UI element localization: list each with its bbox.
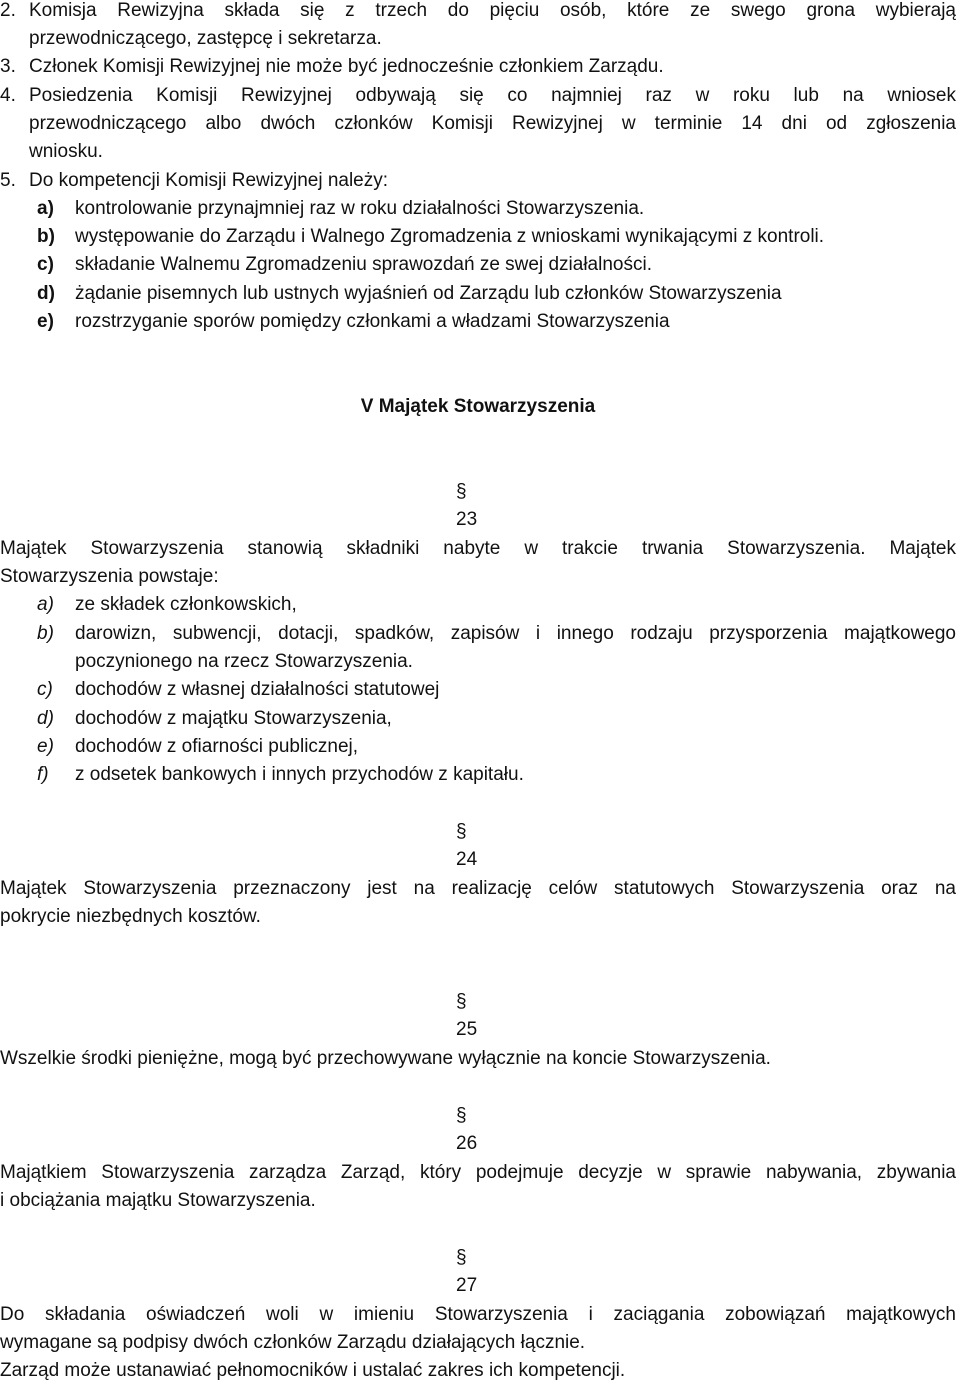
item-text: żądanie pisemnych lub ustnych wyjaśnień od Zarządu lub członków Stowarzyszenia [75,283,782,304]
s24-line-1: Majątek Stowarzyszenia przeznaczony jest na realizację celów statutowych Stowarzyszenia oraz na [0,878,956,899]
item-text: kontrolowanie przynajmniej raz w roku działalności Stowarzyszenia. [75,198,645,219]
item-text: dochodów z własnej działalności statutowej [75,679,440,700]
item-text: występowanie do Zarządu i Walnego Zgromadzenia z wnioskami wynikającymi z kontroli. [75,226,825,247]
s27-line-2: wymagane są podpisy dwóch członków Zarządu działających łącznie. [0,1332,586,1353]
list-number: 5. [0,170,16,191]
list-number: 3. [0,56,16,77]
item-label: e) [37,311,54,332]
paragraph-heading-25: § 25 [456,991,478,1040]
s23-item-d [0,705,956,733]
item-text: rozstrzyganie sporów pomiędzy członkami a władzami Stowarzyszenia [75,311,670,332]
item-label: f) [37,764,49,785]
paragraph-heading-24: § 24 [456,821,478,870]
item-text: z odsetek bankowych i innych przychodów z kapitału. [75,764,524,785]
list-item-2 [0,0,956,25]
item-label: a) [37,198,54,219]
competence-item-e [0,308,956,336]
s26-line-2: i obciążania majątku Stowarzyszenia. [0,1190,316,1211]
item-text: darowizn, subwencji, dotacji, spadków, zapisów i innego rodzaju przysporzenia majątkowego [75,623,956,644]
list-text: Do kompetencji Komisji Rewizyjnej należy: [29,170,389,191]
competence-item-d [0,280,956,308]
item-label: b) [37,623,54,644]
list-text: Członek Komisji Rewizyjnej nie może być jednocześnie członkiem Zarządu. [29,56,664,77]
item-label: c) [37,254,54,275]
item-label: e) [37,736,54,757]
list-item-4-continuation: przewodniczącego albo dwóch członków Komisji Rewizyjnej w terminie 14 dni od zgłoszenia [29,113,956,134]
paragraph-heading-26: § 26 [456,1105,478,1154]
s26-line-1: Majątkiem Stowarzyszenia zarządza Zarząd, który podejmuje decyzje w sprawie nabywania, zbywania [0,1162,956,1183]
item-label: c) [37,679,53,700]
s23-intro-line-2: Stowarzyszenia powstaje: [0,566,219,587]
competence-item-c [0,251,956,279]
s23-item-b-continuation: poczynionego na rzecz Stowarzyszenia. [75,651,413,672]
s23-intro-line-1: Majątek Stowarzyszenia stanowią składniki nabyte w trakcie trwania Stowarzyszenia. Majątek [0,538,956,559]
s23-item-f [0,761,956,789]
competence-item-b [0,223,956,251]
competence-item-a [0,195,956,223]
s24-line-2: pokrycie niezbędnych kosztów. [0,906,261,927]
item-text: dochodów z ofiarności publicznej, [75,736,359,757]
list-item-4 [0,82,956,110]
item-label: b) [37,226,55,247]
list-item-2-continuation: przewodniczącego, zastępcę i sekretarza. [29,28,382,49]
item-text: dochodów z majątku Stowarzyszenia, [75,708,392,729]
item-label: d) [37,708,54,729]
item-label: d) [37,283,55,304]
list-item-5 [0,167,956,195]
list-number: 2. [0,0,16,21]
list-text: Posiedzenia Komisji Rewizyjnej odbywają się co najmniej raz w roku lub na wniosek [29,85,956,106]
s23-item-a [0,591,956,619]
paragraph-heading-27: § 27 [456,1247,478,1296]
s23-item-b [0,620,956,648]
s23-item-e [0,733,956,761]
section-title: V Majątek Stowarzyszenia [360,396,596,417]
item-text: składanie Walnemu Zgromadzeniu sprawozdań ze swej działalności. [75,254,652,275]
list-item-4-continuation-2: wniosku. [29,141,103,162]
s27-line-1: Do składania oświadczeń woli w imieniu Stowarzyszenia i zaciągania zobowiązań majątkowych [0,1304,956,1325]
item-text: ze składek członkowskich, [75,594,297,615]
paragraph-heading-23: § 23 [456,481,478,530]
list-number: 4. [0,85,16,106]
item-label: a) [37,594,54,615]
s25-line-1: Wszelkie środki pieniężne, mogą być przechowywane wyłącznie na koncie Stowarzyszenia. [0,1048,771,1069]
list-text: Komisja Rewizyjna składa się z trzech do pięciu osób, które ze swego grona wybierają [29,0,956,21]
s23-item-c [0,676,956,704]
list-item-3 [0,53,956,81]
s27-line-3: Zarząd może ustanawiać pełnomocników i ustalać zakres ich kompetencji. [0,1360,626,1381]
